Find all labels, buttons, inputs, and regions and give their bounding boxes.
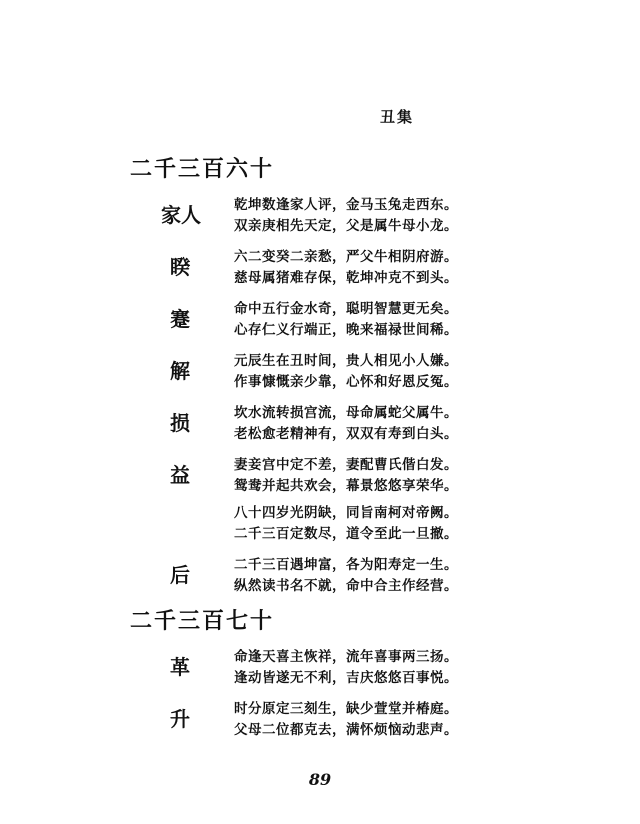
verse-entry [0, 553, 640, 603]
gua-name: 升 [170, 707, 190, 731]
verse-line: 双亲庚相先天定，父是属牛母小龙。 [234, 218, 458, 234]
verse-line: 心存仁义行端正，晚来福禄世间稀。 [234, 322, 458, 338]
verse-line: 乾坤数逢家人评，金马玉兔走西东。 [234, 197, 458, 213]
gua-name: 家人 [161, 203, 201, 227]
section-title: 二千三百七十 [130, 608, 275, 634]
verse-line: 老松愈老精神有，双双有寿到白头。 [234, 426, 458, 442]
verse-line: 父母二位都克去，满怀烦恼动悲声。 [234, 722, 458, 738]
gua-name: 睽 [170, 255, 190, 279]
verse-line: 作事慷慨亲少靠，心怀和好恩反冤。 [234, 374, 458, 390]
verse-line: 八十四岁光阴缺，同旨南柯对帝阙。 [234, 505, 458, 521]
gua-name: 蹇 [170, 307, 190, 331]
page-number: 89 [308, 770, 332, 789]
verse-entry [0, 501, 640, 551]
verse-line: 命逢天喜主恢祥，流年喜事两三扬。 [234, 649, 458, 665]
page-header: 丑集 [380, 108, 415, 126]
verse-line: 纵然读书名不就，命中合主作经营。 [234, 578, 458, 594]
section-title: 二千三百六十 [130, 156, 275, 182]
verse-entry [0, 349, 640, 399]
verse-line: 六二变癸二亲愁，严父牛相阴府游。 [234, 249, 458, 265]
verse-entry [0, 245, 640, 295]
verse-entry [0, 401, 640, 451]
verse-line: 命中五行金水奇，聪明智慧更无矣。 [234, 301, 458, 317]
verse-line: 坎水流转损宫流，母命属蛇父属牛。 [234, 405, 458, 421]
verse-line: 慈母属猪难存保，乾坤冲克不到头。 [234, 270, 458, 286]
verse-line: 二千三百遇坤富，各为阳寿定一生。 [234, 557, 458, 573]
verse-entry [0, 193, 640, 243]
verse-entry [0, 297, 640, 347]
verse-entry [0, 645, 640, 695]
verse-line: 二千三百定数尽，道令至此一旦撤。 [234, 526, 458, 542]
gua-name: 损 [170, 411, 190, 435]
gua-name: 革 [170, 655, 190, 679]
verse-entry [0, 453, 640, 503]
verse-line: 时分原定三刻生，缺少萱堂并椿庭。 [234, 701, 458, 717]
gua-name: 解 [170, 359, 190, 383]
gua-name: 后 [170, 563, 190, 587]
verse-line: 鸳鸯并起共欢会，幕景悠悠享荣华。 [234, 478, 458, 494]
verse-line: 妻妾宫中定不差，妻配曹氏偕白发。 [234, 457, 458, 473]
verse-line: 逢动皆遂无不利，吉庆悠悠百事悦。 [234, 670, 458, 686]
verse-entry [0, 697, 640, 747]
gua-name: 益 [170, 463, 190, 487]
verse-line: 元辰生在丑时间，贵人相见小人嫌。 [234, 353, 458, 369]
